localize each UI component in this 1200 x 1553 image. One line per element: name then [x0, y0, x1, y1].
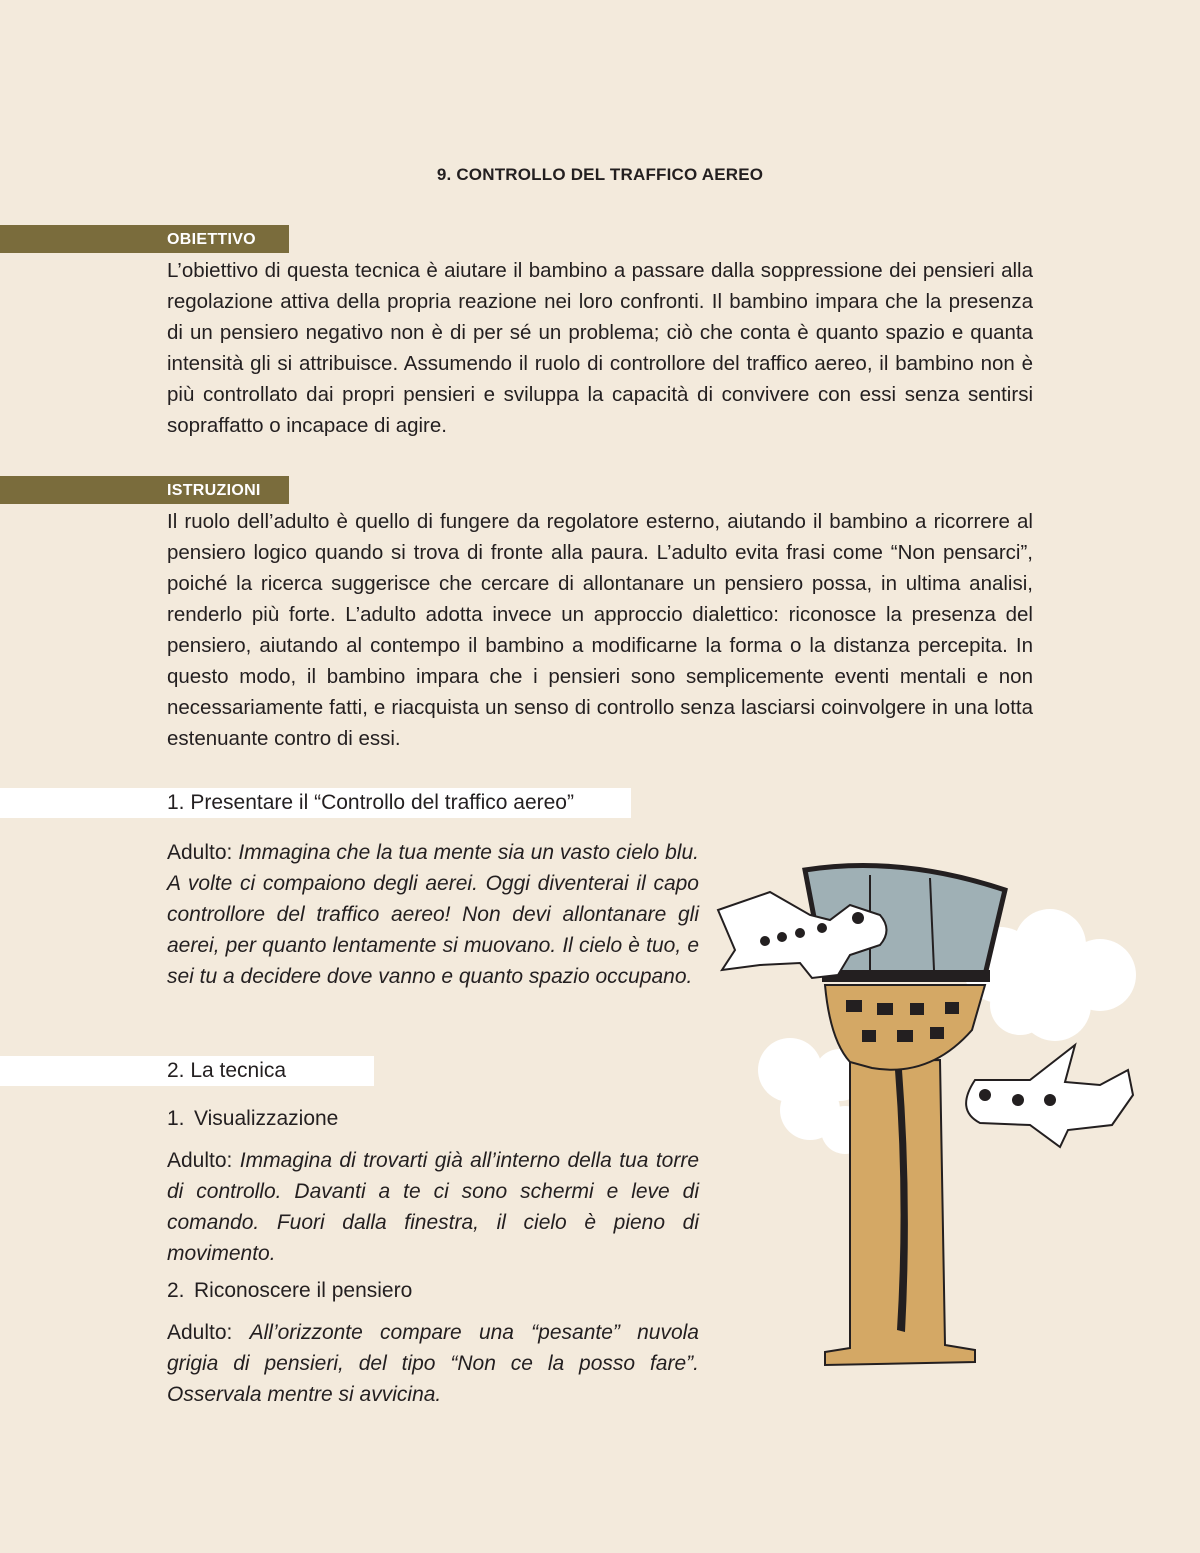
substep-2-dialog: [167, 1317, 699, 1410]
substep-number: 2.: [167, 1279, 185, 1302]
substep-title: Riconoscere il pensiero: [194, 1279, 413, 1302]
step1-heading-bar: [0, 788, 631, 818]
substep-1-heading: [167, 1107, 338, 1131]
objective-text: L’obiettivo di questa tecnica è aiutare il bambino a passare dalla soppressione dei pensieri alla regolazione attiva della propria reazione nei loro confronti. Il bambino impara che la presenza di un pensiero negativo non è di per sé un problema; ciò che conta è quanto spazio e quanta intensità gli si attribuisce. Assumendo il ruolo di controllore del traffico aereo, il bambino non è più controllato dai propri pensieri e sviluppa la capacità di convivere con essi senza sentirsi sopraffatto o incapace di agire.: [167, 259, 1033, 437]
instructions-label: ISTRUZIONI: [167, 482, 261, 499]
instructions-text: Il ruolo dell’adulto è quello di fungere da regolatore esterno, aiutando il bambino a ricorrere al pensiero logico quando si trova di fronte alla paura. L’adulto evita frasi come “Non pensarci”, poiché la ricerca suggerisce che cercare di allontanare un pensiero possa, in ultima analisi, renderlo più forte. L’adulto adotta invece un approccio dialettico: riconosce la presenza del pensiero, aiutando al contempo il bambino a modificarne la forma o la distanza percepita. In questo modo, il bambino impara che i pensieri sono semplicemente eventi mentali e non necessariamente fatti, e riacquista un senso di controllo senza lasciarsi coinvolgere in una lotta estenuante contro di essi.: [167, 510, 1033, 750]
step1-dialog: [167, 837, 699, 992]
substep-title: Visualizzazione: [194, 1107, 339, 1130]
tower-roof-band: [822, 970, 990, 982]
step2-heading-bar: [0, 1056, 374, 1086]
substep-number: 1.: [167, 1107, 185, 1130]
dialog-text: Immagina di trovarti già all’interno della tua torre di controllo. Davanti a te ci sono schermi e leve di comando. Fuori dalla finestra, il cielo è pieno di movimento.: [167, 1149, 699, 1265]
tower-cabin: [825, 985, 985, 1070]
objective-label: OBIETTIVO: [167, 231, 256, 248]
substep-2-heading: [167, 1279, 412, 1303]
speaker-label: Adulto:: [167, 1321, 233, 1344]
objective-header: [0, 225, 289, 253]
instructions-header: [0, 476, 289, 504]
speaker-label: Adulto:: [167, 1149, 233, 1172]
dialog-text: All’orizzonte compare una “pesante” nuvola grigia di pensieri, del tipo “Non ce la posso fare”. Osservala mentre si avvicina.: [167, 1321, 699, 1406]
dialog-text: Immagina che la tua mente sia un vasto cielo blu. A volte ci compaiono degli aerei. Oggi diventerai il capo controllore del traffico aereo! Non devi allontanare gli aerei, per quanto lentamente si muovano. Il cielo è tuo, e sei tu a decidere dove vanno e quanto spazio occupano.: [167, 841, 699, 988]
substep-1-dialog: [167, 1145, 699, 1269]
page-title: 9. CONTROLLO DEL TRAFFICO AEREO: [436, 165, 764, 184]
speaker-label: Adulto:: [167, 841, 233, 864]
airplane-icon: [966, 1045, 1133, 1147]
step1-heading: 1. Presentare il “Controllo del traffico aereo”: [167, 791, 574, 814]
step2-heading: 2. La tecnica: [167, 1059, 287, 1082]
control-tower-illustration: [700, 850, 1160, 1380]
